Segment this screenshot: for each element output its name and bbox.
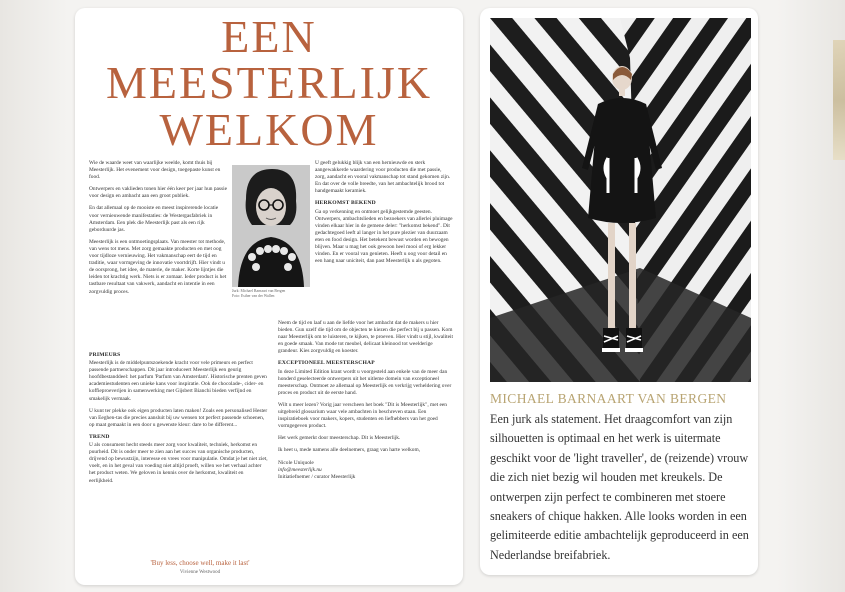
exceptioneel-heading: EXCEPTIONEEL MEESTERSCHAP	[278, 360, 375, 367]
primeurs-text: Meesterlijk is de middelpuntszoekende kracht voor vele primeurs en perfect passende partnerschappen. Dit jaar introduceert Meesterlijk een geurig hoofdbestanddeel: het parfum 'Parfum van Amsterdam'. Historische prenten geven academiestudenten een unieke kans voor inspiratie. Ook de chocolade-, cider- en koffieproeverijen in samenwerking met Gijsbert Bianchi bieden verfijnd en smakelijk vermaak.	[89, 360, 267, 402]
col2b-intro: Neem de tijd en laaf u aan de liefde voor het ambacht dat de makers u hier bieden. Gun uzelf die tijd om de objecten te kiezen die perfect bij u passen. Kom naar Meesterlijk om te luisteren, te kijken, te proeven. Hier vindt u stijl, kwaliteit en goede smaak. Van mode tot meubel, delicaat kleinood tot weelderige grandeur. Kies zorgvuldig en koester.	[278, 320, 453, 355]
left-lower-column	[89, 349, 269, 490]
trend-heading: TREND	[89, 433, 110, 440]
signature-email: info@meesterlijk.nu	[278, 466, 322, 473]
right-upper-column	[315, 160, 453, 270]
headline-line-2: MEESTERLIJK	[105, 57, 433, 108]
caption-line: Foto: Esther van der Wallen	[232, 294, 275, 298]
quote-author: Vivienne Westwood	[179, 570, 221, 575]
intro-paragraph: Ontwerpers en vaklieden tonen hier één keer per jaar hun passie voor design en ambacht aan een groot publiek.	[89, 186, 228, 200]
herkomst-heading: HERKOMST BEKEND	[315, 200, 376, 207]
portrait-caption	[232, 289, 312, 299]
quote-text: 'Buy less, choose well, make it last'	[150, 559, 250, 567]
headline-line-1: EEN	[221, 11, 317, 62]
col2-intro: U geeft gelukkig blijk van een hernieuwde en sterk aangewakkerde waardering voor producten die met passie, zorg, aandacht en vooral vakmanschap tot stand gekomen zijn. En dat over de volle breedte, van het ambachtelijk brood tot handgemaakt keramiek.	[315, 160, 451, 195]
fashion-photo	[490, 18, 751, 382]
exceptioneel-text-3: Het werk gemerkt door meesterschap. Dit is Meesterlijk.	[278, 435, 401, 442]
headline-line-3: WELKOM	[159, 104, 379, 155]
fashion-photo-illustration	[490, 18, 751, 382]
left-page	[75, 8, 463, 585]
herkomst-text: Ga op verkenning en ontmoet gelijkgestemde geesten. Ontwerpers, ambachtslieden en bezoekers van allerlei pluimage vinden elkaar hier in de gemene deler: "herkomst bekend". Dit gedachtegoed leeft al langer in het pure plezier van duurzaam eten en food design. Het betekent bewust worden en bewogen blijven. Maar u mag het ook gewoon heel mooi of erg lekker vinden. En er vooral van genieten. Heeft u oog voor detail en een hang naar uniciteit, dan past Meesterlijk u als gegoten.	[315, 208, 453, 265]
feature-title: MICHAEL BARNAART VAN BERGEN	[490, 391, 727, 406]
right-lower-column	[278, 320, 454, 481]
caption-line: Jurk: Michael Barnaart van Bergen	[232, 289, 286, 293]
feature-text: Een jurk als statement. Het draagcomfort van zijn silhouetten is optimaal en het werk is uitermate geschikt voor de 'light traveller', de (reizende) vrouw die zich niet bezig wil houden met kreukels. De ontwerpen zijn perfect te combineren met stoere sneakers of chique hakken. Alle looks worden in een gelimiteerde editie ambachtelijk geproduceerd in een Nederlandse breifabriek.	[490, 412, 749, 562]
gold-decoration	[833, 40, 845, 160]
exceptioneel-text-2: Wilt u meer lezen? Vorig jaar verscheen het boek "Dit is Meesterlijk", met een uitgebreid glossarium waar vele ambachten in beschreven staan. Een inspiratieboek voor makers, kopers, studenten en liefhebbers van het goed vormgegeven product.	[278, 401, 447, 430]
intro-paragraph: Meesterlijk is een ontmoetingsplaats. Van meester tot methode, van wens tot mens. Met zorg gemaakte producten en met oog voor tijdloze vernieuwing. Het vakmanschap eert de tijd en traditie, waar vormgeving de innovatie voortdrijft. Hier vindt u de oorsprong, het idee, de materie, de maker. Korte lijntjes die leiden tot krachtig werk. Niets is er zomaar. Ieder product is het tastbare resultaat van vakwerk, aandacht en intentie in een zorgvuldig proces.	[89, 238, 227, 295]
signature-role: Initiatiefnemer / curator Meesterlijk	[278, 473, 356, 480]
intro-column	[89, 160, 227, 301]
portrait-photo	[232, 165, 310, 287]
portrait-illustration	[232, 165, 310, 287]
primeurs-text-2: U kunt ter plekke ook eigen producten laten maken! Zoals een personalised Hester van Eeghen-tas die precies aansluit bij uw wensen tot perfect passende schoenen, op maat gemaakt in een door u gewenste kleur: dare to be different...	[89, 407, 268, 428]
exceptioneel-text-4: Ik heet u, mede namens alle deelnemers, graag van harte welkom,	[278, 447, 421, 454]
primeurs-heading: PRIMEURS	[89, 352, 121, 358]
trend-text: U als consument hecht steeds meer zorg voor kwaliteit, techniek, herkomst en puurheid. Dit is onder meer te zien aan het succes van organische producten, drijvend op bewustzijn, interesse en vrees voor manipulatie. Omdat je het niet ziet, voelt, en in het geval van voeding niet altijd proeft, willen we het verhaal achter het product weten. We geloven in kennis over de herkomst, kwaliteit en eerlijkheid.	[89, 442, 268, 484]
signature-name: Nicole Uniquole	[278, 459, 314, 466]
exceptioneel-text: In deze Limited Edition krant wordt u voorgesteld aan enkele van de meer dan honderd geselecteerde ontwerpers uit het uitleme domein van exceptioneel meesterschap. Ontmoet ze allemaal op Meesterlijk en verkrijg verheldering over proces en product uit de eerste hand.	[278, 368, 452, 396]
intro-paragraph: En dat allemaal op de mooiste en meest inspirerende locatie voor vernieuwende manifestaties: de Westergasfabriek in Amsterdam. Een plek die Meesterlijk past als een rijk geborduurde jas.	[89, 205, 219, 233]
intro-paragraph: Wie de waarde weet van waarlijke weelde, komt thuis bij Meesterlijk. Het evenement voor design, toegepaste kunst en food.	[89, 160, 221, 181]
